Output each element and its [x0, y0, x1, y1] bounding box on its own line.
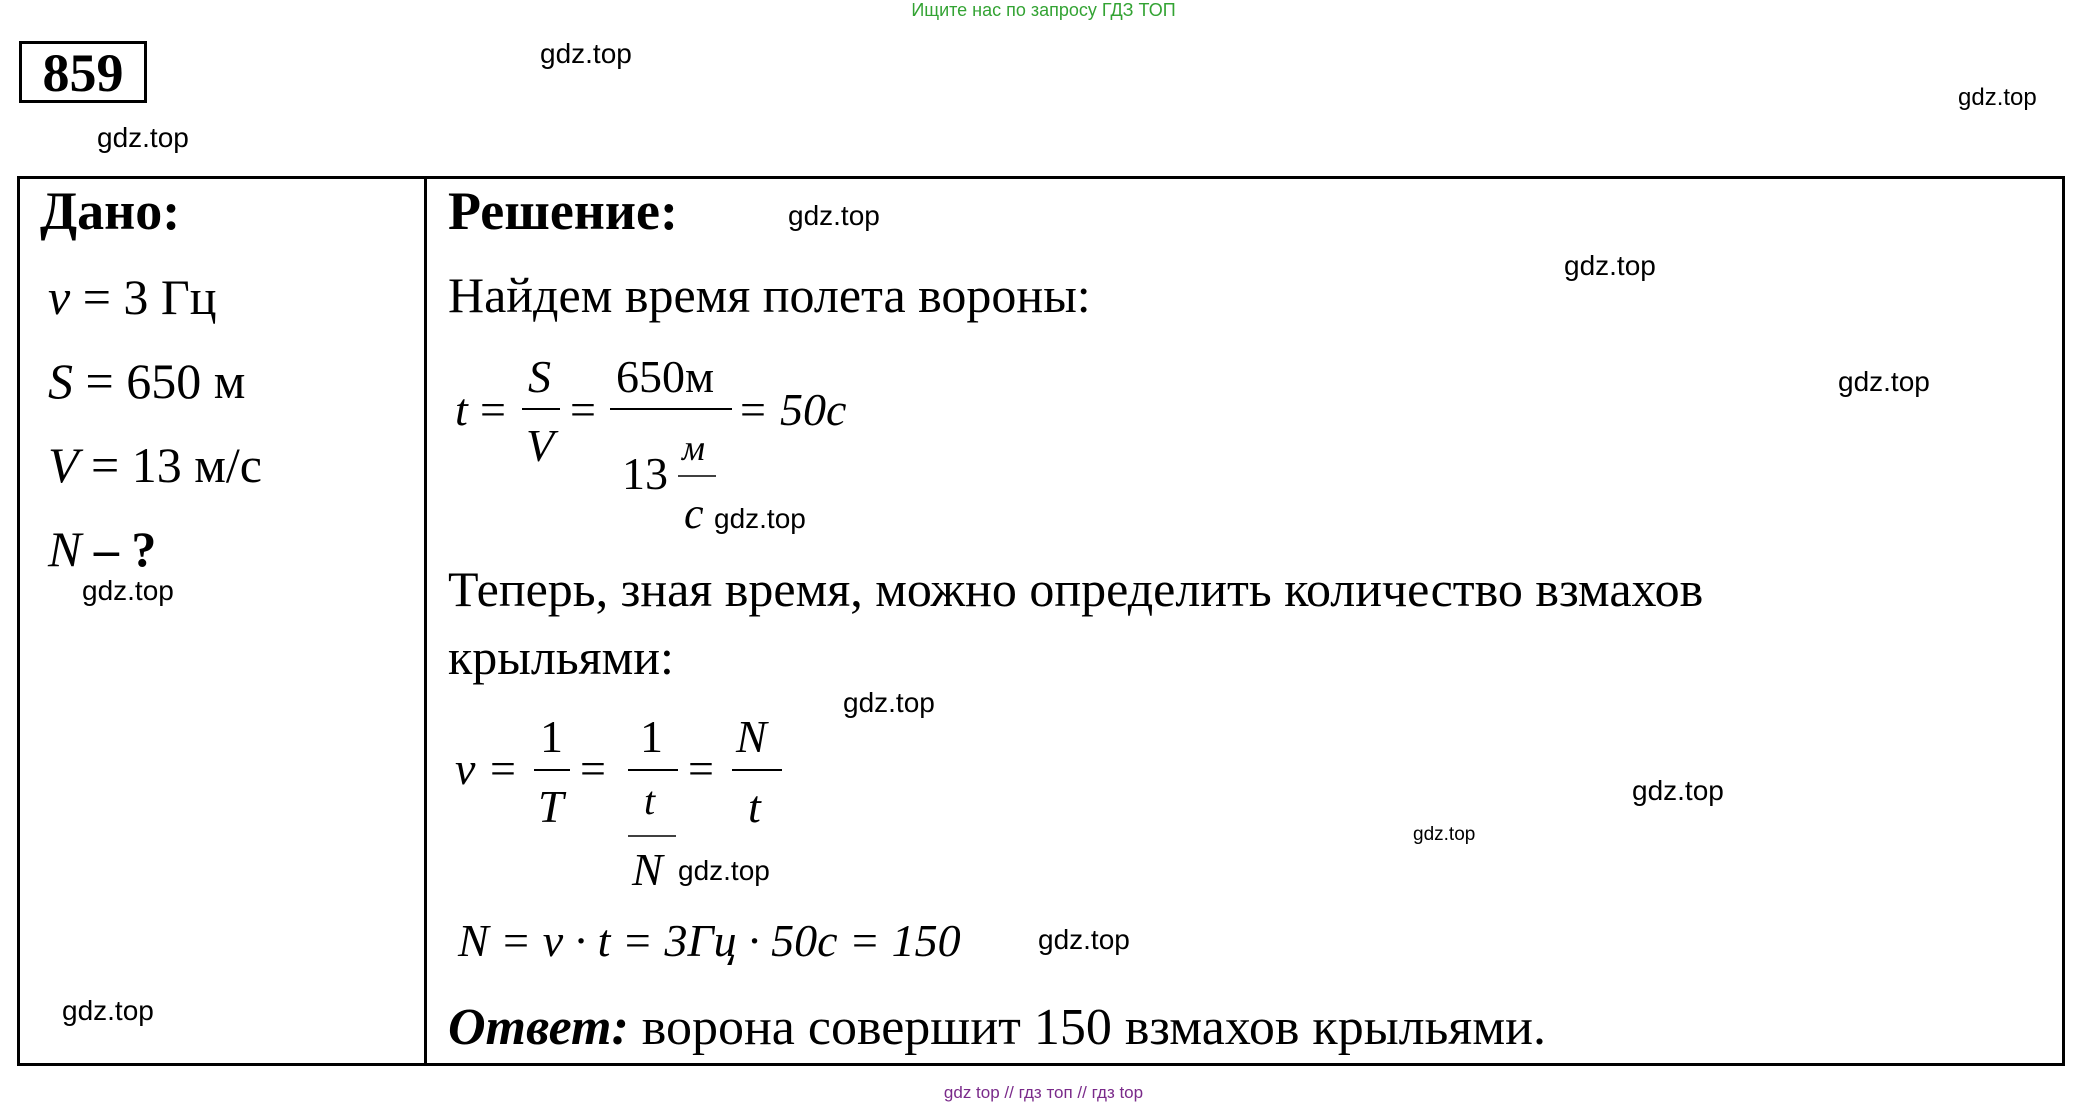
- formula-symbol: S: [528, 351, 551, 402]
- problem-number: 859: [19, 41, 147, 103]
- formula-symbol: 650м: [616, 351, 715, 402]
- solution-heading: Решение:: [448, 181, 678, 241]
- formula-symbol: t: [748, 781, 761, 832]
- formula-symbol: N: [736, 711, 767, 762]
- formula-count: N = ν · t = 3Гц · 50с = 150: [458, 915, 961, 966]
- given-speed: V = 13 м/с: [48, 437, 262, 493]
- formula-symbol: 50с: [780, 384, 847, 435]
- watermark: gdz.top: [678, 855, 770, 886]
- watermark: gdz.top: [714, 503, 806, 534]
- formula-symbol: =: [570, 384, 596, 435]
- formula-symbol: 1: [540, 711, 563, 762]
- answer-text: ворона совершит 150 взмахов крыльями.: [628, 999, 1546, 1056]
- solution-step-2-cont: крыльями:: [448, 629, 674, 685]
- watermark: gdz.top: [97, 122, 189, 153]
- formula-symbol: N: [632, 844, 663, 895]
- formula-symbol: t: [455, 384, 468, 435]
- watermark: gdz.top: [62, 995, 154, 1026]
- formula-symbol: =: [580, 743, 606, 794]
- watermark: gdz.top: [540, 38, 632, 69]
- watermark: gdz.top: [788, 200, 880, 231]
- given-heading: Дано:: [40, 181, 181, 241]
- formula-symbol: t: [644, 778, 656, 823]
- solution-step-1: Найдем время полета вороны:: [448, 267, 1091, 323]
- given-distance: S = 650 м: [48, 353, 246, 409]
- solution-step-2: Теперь, зная время, можно определить количество взмахов: [448, 561, 1704, 617]
- watermark: gdz.top: [1038, 924, 1130, 955]
- given-frequency: ν = 3 Гц: [48, 269, 217, 325]
- formula-symbol: =: [490, 743, 516, 794]
- formula-symbol: м: [682, 428, 705, 468]
- watermark: gdz.top: [843, 687, 935, 718]
- watermark: gdz.top: [1632, 775, 1724, 806]
- formula-symbol: =: [480, 384, 506, 435]
- answer-label: Ответ:: [448, 999, 629, 1056]
- formula-symbol: с: [684, 489, 704, 538]
- answer: [448, 998, 1546, 1057]
- formula-symbol: V: [526, 420, 555, 471]
- footer-links[interactable]: gdz top // гдз топ // гдз top: [943, 1083, 1144, 1102]
- formula-symbol: 1: [640, 711, 663, 762]
- formula-symbol: ν: [455, 743, 476, 794]
- watermark: gdz.top: [1564, 250, 1656, 281]
- formula-symbol: =: [688, 743, 714, 794]
- watermark: gdz.top: [1413, 824, 1476, 845]
- formula-symbol: =: [740, 384, 766, 435]
- watermark: gdz.top: [1958, 84, 2037, 111]
- watermark: gdz.top: [82, 575, 174, 606]
- formula-symbol: T: [538, 781, 564, 832]
- search-banner: Ищите нас по запросу ГДЗ ТОП: [911, 0, 1176, 20]
- given-unknown: N – ?: [48, 521, 157, 577]
- formula-symbol: 13: [622, 448, 668, 499]
- watermark: gdz.top: [1838, 366, 1930, 397]
